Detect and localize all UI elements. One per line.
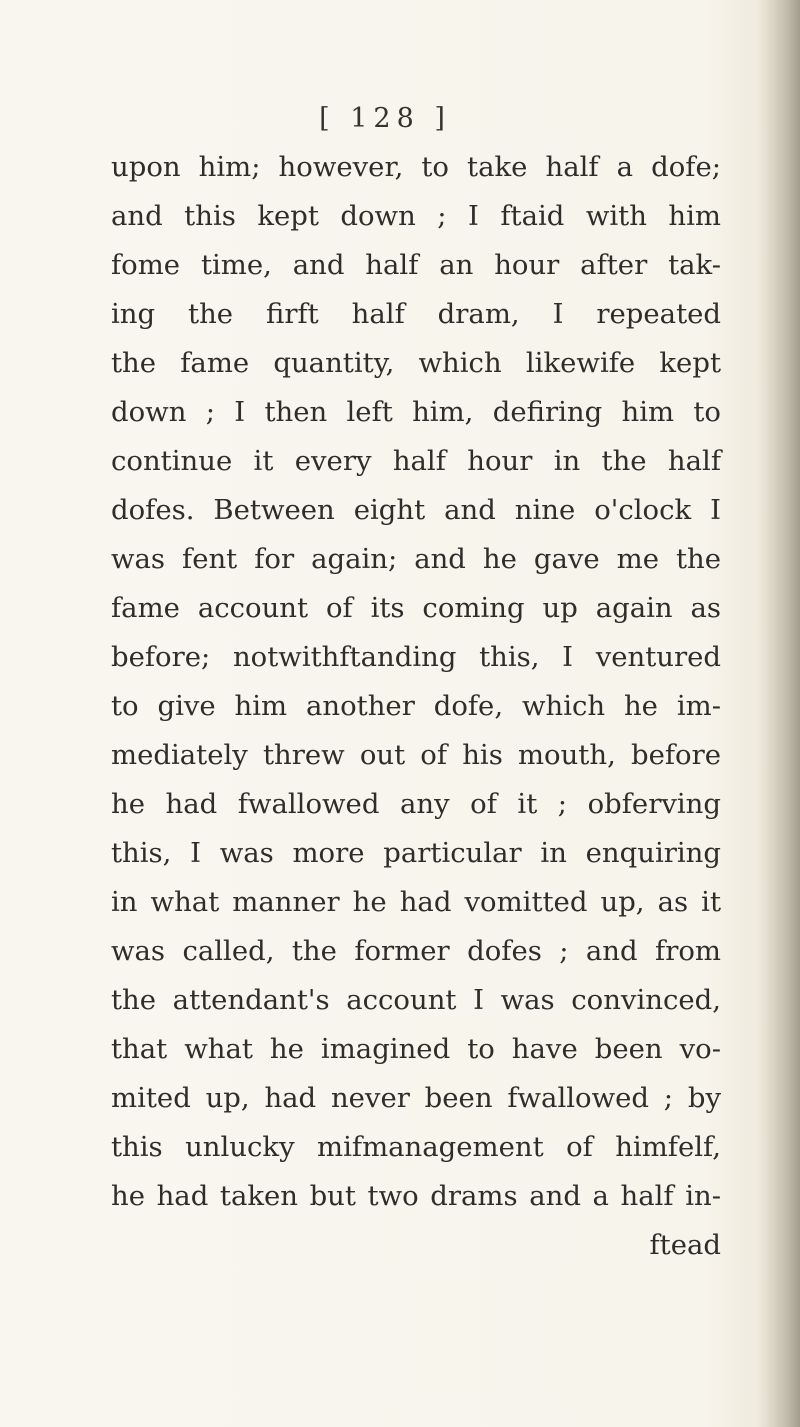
text-line: down ; I then left him, defiring him to: [111, 396, 721, 428]
catchword: ftead: [649, 1229, 721, 1261]
text-line: to give him another dofe, which he im-: [111, 690, 721, 722]
text-line: this, I was more particular in enquiring: [111, 837, 721, 869]
page-number: [ 128 ]: [319, 103, 451, 134]
body-text: [111, 143, 721, 1270]
text-line: he had taken but two drams and a half in-: [111, 1180, 721, 1212]
text-line: mediately threw out of his mouth, before: [111, 739, 721, 771]
text-line: he had fwallowed any of it ; obferving: [111, 788, 721, 820]
text-line: ing the firft half dram, I repeated: [111, 298, 721, 330]
text-line: continue it every half hour in the half: [111, 445, 721, 477]
text-line: mited up, had never been fwallowed ; by: [111, 1082, 721, 1114]
text-line: the attendant's account I was convinced,: [111, 984, 721, 1016]
page-edge-shadow: [758, 0, 800, 1427]
text-line: fome time, and half an hour after tak-: [111, 249, 721, 281]
text-line: upon him; however, to take half a dofe;: [111, 151, 721, 183]
text-line: and this kept down ; I ftaid with him: [111, 200, 721, 232]
text-line: was fent for again; and he gave me the: [111, 543, 721, 575]
text-line: dofes. Between eight and nine o'clock I: [111, 494, 721, 526]
text-line: the fame quantity, which likewife kept: [111, 347, 721, 379]
text-line: that what he imagined to have been vo-: [111, 1033, 721, 1065]
text-line: fame account of its coming up again as: [111, 592, 721, 624]
text-line: before; notwithftanding this, I ventured: [111, 641, 721, 673]
text-line: this unlucky mifmanagement of himfelf,: [111, 1131, 721, 1163]
text-line: was called, the former dofes ; and from: [111, 935, 721, 967]
text-line: in what manner he had vomitted up, as it: [111, 886, 721, 918]
